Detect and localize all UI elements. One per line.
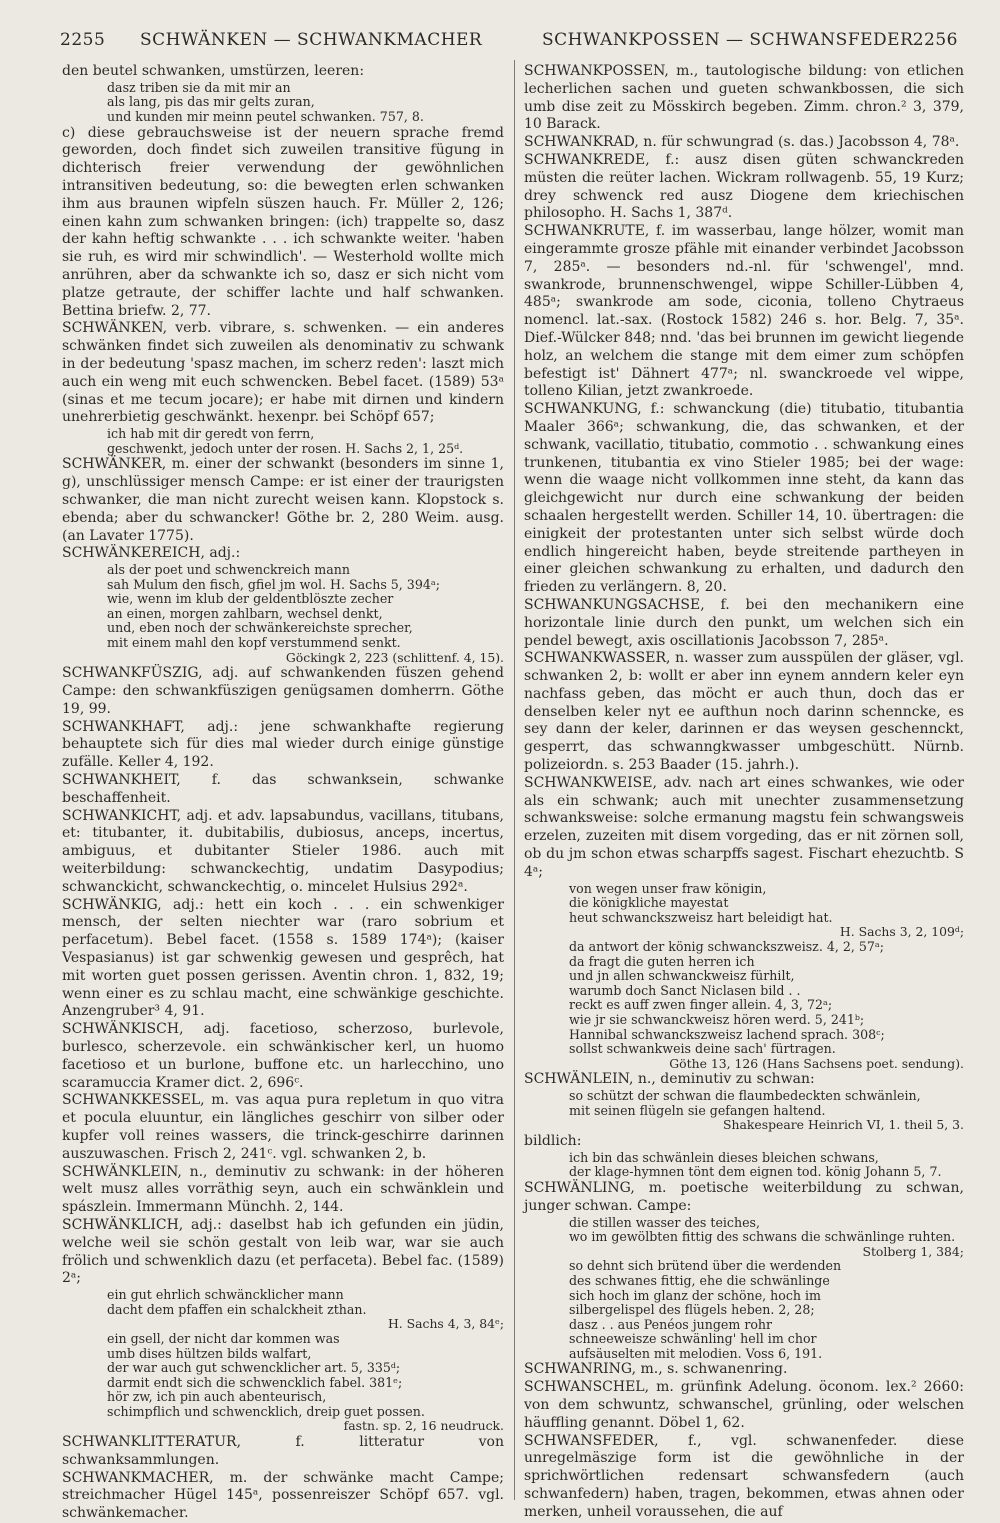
quotation-line: so dehnt sich brütend über die werdenden bbox=[569, 1258, 842, 1274]
quotation-line: reckt es auff zwen finger allein. 4, 3, 72ᵃ; bbox=[569, 997, 833, 1013]
entry-paragraph: SCHWANSFEDER, f., vgl. schwanenfeder. diese unregelmäszige form ist die gewöhnliche in der sprichwörtlichen redensart schwansfedern (auch schwanfedern) haben, tragen, bekommen, etwas ahnen oder merken, unheil voraussehen, die auf bbox=[524, 1432, 964, 1520]
entry-paragraph: SCHWANKRUTE, f. im wasserbau, lange hölzer, womit man eingerammte grosze pfähle mit einander verbindet Jacobsson 7, 285ᵃ. — besonders nd.-nl. für 'schwengel', mnd. swankrode, brunnenschwengel, wippe Schiller-Lübben 4, 485ᵃ; swankrode am sode, ciconia, tolleno Chytraeus nomencl. lat.-sax. (Rostock 1582) 246 s. hor. Belg. 7, 35ᵃ. Dief.-Wülcker 848; nnd. 'das bei brunnen im gewicht liegende holz, an welchem die stange mit dem eimer zum schöpfen befestigt ist' Dähnert 477ᵃ; nl. swanckroede vel wippe, tolleno Kilian, jetzt zwankroede. bbox=[524, 223, 964, 400]
entry-paragraph: SCHWANKKESSEL, m. vas aqua pura repletum in quo vitra et pocula eluuntur, ein längliches geschirr von silber oder kupfer voll reines wassers, die trinck-geschirre darinnen auszuwaschen. Frisch 2, 241ᶜ. vgl. schwanken 2, b. bbox=[62, 1092, 504, 1162]
entry-paragraph: SCHWÄNKISCH, adj. facetioso, scherzoso, burlevole, burlesco, scherzevole. ein schwänkischer kerl, un huomo facetioso et un burlone, buffone etc. un harlecchino, uno scaramuccia Kramer dict. 2, 696ᶜ. bbox=[62, 1021, 504, 1091]
quotation-line: H. Sachs 4, 3, 84ᵉ; bbox=[387, 1316, 504, 1332]
left-running-title: SCHWÄNKEN — SCHWANKMACHER bbox=[140, 30, 483, 50]
left-column bbox=[62, 63, 504, 1523]
quotation-line: Hannibal schwanckszweisz lachend sprach. 308ᶜ; bbox=[569, 1026, 885, 1042]
quotation-line: ich bin das schwänlein dieses bleichen schwans, bbox=[569, 1149, 879, 1165]
quotation-line: heut schwanckszweisz hart beleidigt hat. bbox=[569, 909, 833, 925]
right-column bbox=[524, 63, 964, 1522]
quotation-line: als der poet und schwenckreich mann bbox=[107, 562, 350, 578]
entry-paragraph: SCHWANKHEIT, f. das schwanksein, schwanke beschaffenheit. bbox=[62, 772, 504, 806]
entry-paragraph: bildlich: bbox=[524, 1132, 582, 1149]
quotation-line: wie, wenn im klub der geldentblöszte zecher bbox=[107, 591, 394, 607]
quotation-line: Stolberg 1, 384; bbox=[862, 1243, 964, 1259]
entry-paragraph: SCHWANKPOSSEN, m., tautologische bildung: von etlichen lecherlichen sachen und gueten schwankbossen, die sich umb dise zeit zu Mösskirch begeben. Zimm. chron.² 3, 379, 10 Barack. bbox=[524, 63, 964, 133]
quotation-line: und jn allen schwanckweisz fürhilt, bbox=[569, 968, 795, 984]
entry-paragraph: den beutel schwanken, umstürzen, leeren: bbox=[62, 63, 365, 79]
entry-paragraph: SCHWANKUNGSACHSE, f. bei den mechanikern eine horizontale linie durch den punkt, um welchen sich ein pendel bewegt, axis oscillationis Jacobsson 7, 285ᵃ. bbox=[524, 596, 964, 649]
quotation-line: ein gut ehrlich schwäncklicher mann bbox=[107, 1287, 344, 1303]
entry-paragraph: SCHWANKFÜSZIG, adj. auf schwankenden füszen gehend Campe: den schwankfüszigen genügsamen domherrn. Göthe 19, 99. bbox=[62, 665, 504, 717]
entry-paragraph: SCHWANKUNG, f.: schwanckung (die) titubatio, titubantia Maaler 366ᵃ; schwankung, die, das schwanken, et der schwank, vacillatio, titubatio, commotio . . schwankung eines trunkenen, titubantia ex vino Stieler 1985; bei der wage: wenn die waage nicht vollkommen inne steht, da kann das gleichgewicht nur durch eine schwankung der beiden schaalen hergestellt werden. Schiller 14, 10. übertragen: die einigkeit der protestanten unter sich selbst würde doch endlich hingereicht haben, beyde streitende partheyen in einer gleichen schwankung zu erhalten, und dadurch den frieden zu verlängern. 8, 20. bbox=[524, 401, 964, 596]
quotation-line: sollst schwankweis deine sach' fürtragen. bbox=[569, 1041, 836, 1057]
quotation-line: so schützt der schwan die flaumbedeckten schwänlein, bbox=[569, 1088, 921, 1104]
entry-paragraph: c) diese gebrauchsweise ist der neuern sprache fremd geworden, doch findet sich zuweilen transitive fügung in dichterisch freier verwendung der gewöhnlichen intransitiven bedeutung, so: die bewegten erlen schwanken ihm aus braunen wipfeln süszen hauch. Fr. Müller 2, 126; einen kahn zum schwanken bringen: (ich) trappelte so, dasz der kahn heftig schwankte . . . ich schwankte weiter. 'haben sie ruh, es wird mir schwindlich'. — Westerhold wollte mich anrühren, aber da schwankte ich so, dasz er sich nicht vom platze getraute, der schiffer lachte und half schwanken. Bettina briefw. 2, 77. bbox=[62, 124, 504, 319]
entry-paragraph: SCHWANKICHT, adj. et adv. lapsabundus, vacillans, titubans, et: titubanter, it. dubitabilis, dubiosus, anceps, incertus, ambiguus, et dubitanter Stieler 1986. auch mit weiterbildung: schwanckechtig, undatim Dasypodius; schwanckicht, schwanckechtig, o. mincelet Hulsius 292ᵃ. bbox=[62, 807, 504, 895]
column-divider bbox=[514, 60, 515, 1500]
quotation-line: da fragt die guten herren ich bbox=[569, 953, 755, 969]
quotation-line: schimpflich und schwencklich, dreip guet possen. bbox=[107, 1403, 425, 1419]
entry-paragraph: SCHWANRING, m., s. schwanenring. bbox=[524, 1361, 788, 1378]
quotation-line: Göthe 13, 126 (Hans Sachsens poet. sendung). bbox=[669, 1055, 964, 1071]
quotation-line: darmit endt sich die schwencklich fabel. 381ᵉ; bbox=[107, 1374, 403, 1390]
quotation-line: sah Mulum den fisch, gfiel jm wol. H. Sachs 5, 394ᵃ; bbox=[107, 576, 440, 592]
quotation-line: aufsäuselten mit melodien. Voss 6, 191. bbox=[569, 1345, 823, 1361]
quotation-line: umb dises hültzen bilds walfart, bbox=[107, 1345, 312, 1361]
entry-paragraph: SCHWÄNKLEIN, n., deminutiv zu schwank: in der höheren welt musz alles vorräthig seyn, auch ein schwänklein und spászlein. Immermann Münchh. 2, 144. bbox=[62, 1163, 504, 1216]
quotation-line: fastn. sp. 2, 16 neudruck. bbox=[343, 1418, 504, 1434]
entry-paragraph: SCHWANKWASSER, n. wasser zum ausspülen der gläser, vgl. schwanken 2, b: wollt er aber inn eynem anndern keler eyn nachfass geben, das möcht er auch thun, doch das er denselben keler nyt ee aufthun noch darinn schenncke, es sey dann der keler, darinnen er das weysen geschennckt, gesperrt, das schwanngkwasser umbgeschütt. Nürnb. polizeiordn. s. 253 Baader (15. jahrh.). bbox=[524, 650, 964, 774]
quotation-line: H. Sachs 3, 2, 109ᵈ; bbox=[839, 924, 964, 940]
entry-paragraph: SCHWÄNKER, m. einer der schwankt (besonders im sinne 1, g), unschlüssiger mensch Campe: er ist einer der traurigsten schwanker, die man nicht zurecht weisen kann. Klopstock s. ebenda; aber du schwancker! Göthe br. 2, 280 Weim. ausg. (an Lavater 1775). bbox=[62, 456, 504, 544]
quotation-line: mit einem mahl den kopf verstummend senkt. bbox=[107, 635, 401, 651]
quotation-line: die stillen wasser des teiches, bbox=[569, 1214, 761, 1230]
quotation-line: dacht dem pfaffen ein schalckheit zthan. bbox=[107, 1301, 367, 1317]
entry-paragraph: SCHWÄNKIG, adj.: hett ein koch . . . ein schwenkiger mensch, der selten niechter war (raro sobrium et perfacetum). Bebel facet. (1558 s. 1589 174ᵃ); (kaiser Vespasianus) ist gar schwenkig gewesen und gesprêch, hat mit worten guet possen gerissen. Aventin chron. 1, 832, 19; wenn einer es zu schlau macht, eine schwänkige geschichte. Anzengruber³ 4, 91. bbox=[62, 896, 504, 1020]
right-running-title: SCHWANKPOSSEN — SCHWANSFEDER bbox=[542, 30, 914, 50]
quotation-line: und kunden mir meinn peutel schwanken. 757, 8. bbox=[107, 108, 424, 124]
entry-paragraph: SCHWANKHAFT, adj.: jene schwankhafte regierung behauptete sich für dies mal wieder durch einige günstige zufälle. Keller 4, 192. bbox=[62, 718, 504, 771]
entry-paragraph: SCHWÄNKEREICH, adj.: bbox=[62, 545, 241, 562]
entry-paragraph: SCHWANKLITTERATUR, f. litteratur von schwanksammlungen. bbox=[62, 1434, 504, 1468]
quotation-line: geschwenkt, jedoch unter der rosen. H. Sachs 2, 1, 25ᵈ. bbox=[107, 440, 464, 456]
quotation-line: dasz triben sie da mit mir an bbox=[107, 79, 291, 95]
quotation-line: der war auch gut schwencklicher art. 5, 335ᵈ; bbox=[107, 1360, 401, 1376]
quotation-line: ein gsell, der nicht dar kommen was bbox=[107, 1330, 340, 1346]
quotation-line: schneeweisze schwänling' hell im chor bbox=[569, 1331, 817, 1347]
quotation-line: wo im gewölbten fittig des schwans die schwänlinge ruhten. bbox=[569, 1229, 956, 1245]
entry-paragraph: SCHWANKWEISE, adv. nach art eines schwankes, wie oder als ein schwank; auch mit unechter zusammensetzung schwanksweise: solche ermanung magstu fein schwangsweis erzelen, zuzeiten mit disem vorgeding, das er nit zörnen soll, ob du jm schon etwas scharpffs sagest. Fischart ehezuchtb. S 4ᵃ; bbox=[524, 774, 964, 880]
quotation-line: von wegen unser fraw königin, bbox=[569, 880, 767, 896]
entry-paragraph: SCHWÄNKEN, verb. vibrare, s. schwenken. — ein anderes schwänken findet sich zuweilen als denominativ zu schwank in der bedeutung 'spasz machen, im scherz reden': laszt mich auch ein weng mit euch schwencken. Bebel facet. (1589) 53ᵃ (sinas et me tecum jocare); er habe mit dirnen und kindern unehrerbietig geschwänkt. hexenpr. bei Schöpf 657; bbox=[62, 320, 504, 426]
quotation-line: dasz . . aus Penéos jungem rohr bbox=[569, 1316, 773, 1332]
entry-paragraph: SCHWÄNLING, m. poetische weiterbildung zu schwan, junger schwan. Campe: bbox=[524, 1179, 964, 1214]
quotation-line: da antwort der könig schwanckszweisz. 4, 2, 57ᵃ; bbox=[569, 939, 884, 955]
entry-paragraph: SCHWÄNLEIN, n., deminutiv zu schwan: bbox=[524, 1071, 815, 1088]
entry-paragraph: SCHWANKREDE, f.: ausz disen güten schwanckreden müsten die reüter lachen. Wickram rollwagenb. 55, 19 Kurz; drey schwenck red ausz Diogene dem kriechischen philosopho. H. Sachs 1, 387ᵈ. bbox=[524, 151, 964, 222]
quotation-line: warumb doch Sanct Niclasen bild . . bbox=[569, 982, 801, 998]
entry-paragraph: SCHWANSCHEL, m. grünfink Adelung. öconom. lex.² 2660: von dem schwuntz, schwanschel, grünling, oder welschen häuffling genannt. Döbel 1, 62. bbox=[524, 1379, 964, 1431]
quotation-line: Shakespeare Heinrich VI, 1. theil 5, 3. bbox=[723, 1117, 964, 1133]
quotation-line: sich hoch im glanz der schöne, hoch im bbox=[569, 1287, 821, 1303]
right-page-number: 2256 bbox=[912, 30, 958, 50]
quotation-line: an einen, morgen zahlbarn, wechsel denkt, bbox=[107, 605, 383, 621]
quotation-line: des schwanes fittig, ehe die schwänlinge bbox=[569, 1272, 830, 1288]
entry-paragraph: SCHWANKRAD, n. für schwungrad (s. das.) Jacobsson 4, 78ᵃ. bbox=[524, 134, 960, 151]
quotation-line: der klage-hymnen tönt dem eignen tod. könig Johann 5, 7. bbox=[569, 1164, 942, 1180]
quotation-line: ich hab mit dir geredt von ferrn, bbox=[107, 426, 315, 442]
quotation-line: als lang, pis das mir gelts zuran, bbox=[107, 94, 315, 110]
page-header bbox=[60, 30, 958, 56]
quotation-line: mit seinen flügeln sie gefangen haltend. bbox=[569, 1102, 826, 1118]
quotation-line: und, eben noch der schwänkereichste sprecher, bbox=[107, 620, 413, 636]
quotation-line: die königkliche mayestat bbox=[569, 895, 729, 911]
entry-paragraph: SCHWÄNKLICH, adj.: daselbst hab ich gefunden ein jüdin, welche weil sie schön gestalt von leib war, war sie auch frölich und schwenklich dazu (et perfaceta). Bebel fac. (1589) 2ᵃ; bbox=[62, 1216, 504, 1287]
quotation-line: hör zw, ich pin auch abenteurisch, bbox=[107, 1389, 327, 1405]
quotation-line: silbergelispel des flügels heben. 2, 28; bbox=[569, 1302, 815, 1318]
entry-paragraph: SCHWANKMACHER, m. der schwänke macht Campe; streichmacher Hügel 145ᵃ, possenreiszer Schöpf 657. vgl. schwänkemacher. bbox=[62, 1469, 504, 1522]
left-page-number: 2255 bbox=[60, 30, 106, 50]
quotation-line: Göckingk 2, 223 (schlittenf. 4, 15). bbox=[285, 649, 504, 665]
quotation-line: wie jr sie schwanckweisz hören werd. 5, 241ᵇ; bbox=[569, 1012, 865, 1027]
